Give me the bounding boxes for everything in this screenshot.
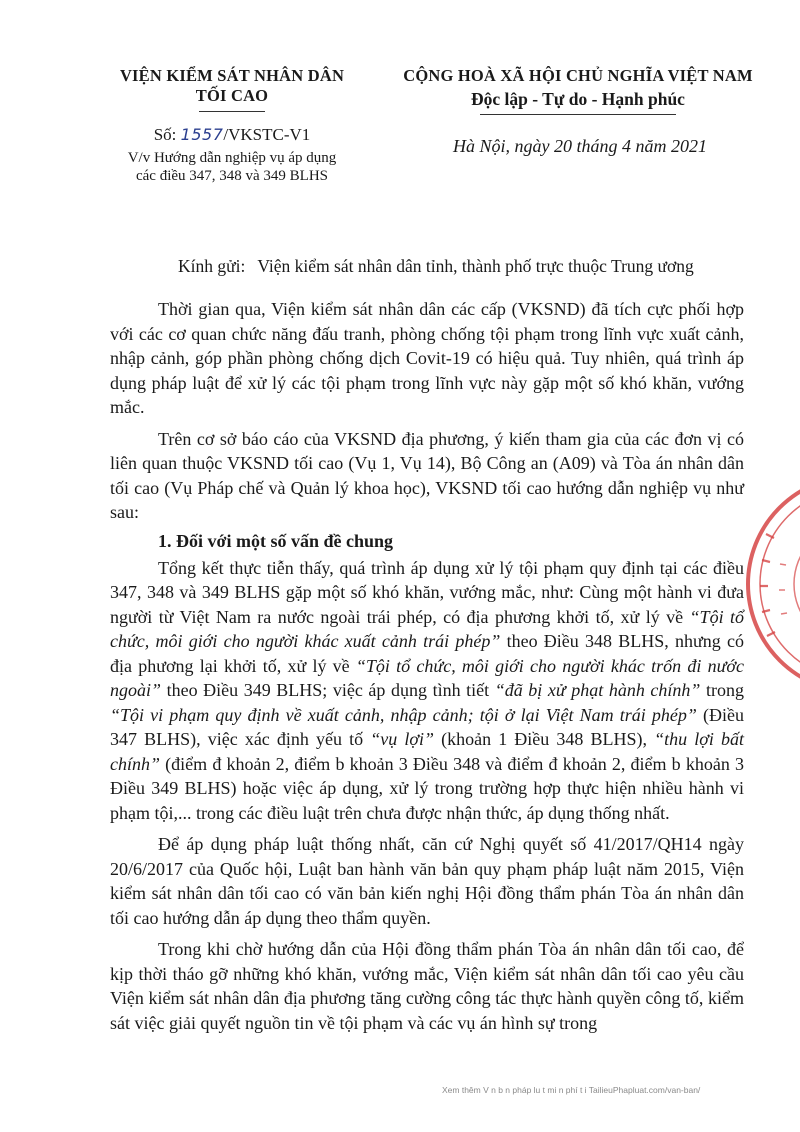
italic-run: “Tội tổ chức, môi giới cho người khác xuất cảnh trái phép” — [110, 606, 744, 651]
text-run: (khoản 1 Điều 348 BLHS), — [433, 729, 655, 749]
issuer-name-line1: VIỆN KIỂM SÁT NHÂN DÂN — [119, 66, 345, 85]
recipient-label: Kính gửi: — [178, 256, 246, 276]
document-number-suffix: /VKSTC-V1 — [223, 125, 311, 144]
seal-icon — [736, 464, 800, 704]
document-number-handwritten: 1557 — [180, 125, 224, 144]
issuer-underline — [199, 111, 265, 112]
text-run: (điểm đ khoản 2, điểm b khoản 3 Điều 348 và điểm đ khoản 2, điểm b khoản 3 Điều 349 BLHS) hoặc việc áp dụng, xử lý trong trường hợp thực hiện nhiều hành vi phạm tội,... trong các điều luật trên chưa được nhận thức, áp dụng thống nhất. — [110, 753, 744, 823]
paragraph-basis: Trên cơ sở báo cáo của VKSND địa phương, ý kiến tham gia của các đơn vị có liên quan thuộc VKSND tối cao (Vụ 1, Vụ 14), Bộ Công an (A09) và Tòa án nhân dân tối cao (Vụ Pháp chế và Quản lý khoa học), VKSND tối cao hướng dẫn nghiệp vụ như sau: — [110, 428, 744, 522]
text-run: Tổng kết thực tiễn thấy, quá trình áp dụng xử lý tội phạm quy định tại các điều 347, 348 và 349 BLHS gặp một số khó khăn, vướng mắc, như: Cùng một hành vi đưa người từ Việt Nam ra nước ngoài trái phép, có địa phương khởi tố, xử lý về — [110, 557, 744, 627]
recipient-value: Viện kiểm sát nhân dân tỉnh, thành phố trực thuộc Trung ương — [257, 256, 694, 276]
recipient-line — [178, 255, 694, 277]
italic-run: “Tội tổ chức, môi giới cho người khác trốn đi nước ngoài” — [110, 655, 744, 700]
document-number-label: Số: — [153, 125, 177, 144]
issuer-block — [96, 66, 368, 185]
paragraph-request: Trong khi chờ hướng dẫn của Hội đồng thẩm phán Tòa án nhân dân tối cao, để kịp thời tháo gỡ những khó khăn, vướng mắc, Viện kiểm sát nhân dân tối cao yêu cầu Viện kiểm sát nhân dân địa phương tăng cường công tác thực hành quyền công tố, kiểm sát việc giải quyết nguồn tin về tội phạm và các vụ án hình sự trong — [110, 939, 744, 1033]
paragraph-intro: Thời gian qua, Viện kiểm sát nhân dân các cấp (VKSND) đã tích cực phối hợp với các cơ quan chức năng đấu tranh, phòng chống tội phạm trong lĩnh vực xuất cảnh, nhập cảnh, góp phần phòng chống dịch Covit-19 có hiệu quả. Tuy nhiên, quá trình áp dụng pháp luật để xử lý các tội phạm trong lĩnh vực này gặp một số khó khăn, vướng mắc. — [110, 299, 744, 417]
italic-run: “vụ lợi” — [370, 729, 434, 749]
subject-line1: V/v Hướng dẫn nghiệp vụ áp dụng — [127, 150, 337, 166]
italic-run: “thu lợi bất chính” — [110, 729, 744, 774]
text-run: (Điều 347 BLHS), việc xác định yếu tố — [110, 704, 745, 749]
footer-watermark: Xem thêm V n b n pháp lu t mi n phí t i TailieuPhapluat.com/van-ban/ — [442, 1085, 701, 1095]
motto-underline — [480, 114, 676, 115]
official-seal-fragment — [736, 464, 800, 704]
place-and-date: Hà Nội, ngày 20 tháng 4 năm 2021 — [453, 136, 707, 156]
text-run: theo Điều 348 BLHS, nhưng có địa phương lại khởi tố, xử lý về — [110, 631, 744, 676]
italic-run: “Tội vi phạm quy định về xuất cảnh, nhập cảnh; tội ở lại Việt Nam trái phép” — [110, 704, 697, 725]
text-run: trong — [700, 680, 744, 700]
text-run: theo Điều 349 BLHS; việc áp dụng tình tiết — [161, 680, 495, 700]
document-number — [96, 125, 368, 145]
section-heading-1: 1. Đối với một số vấn đề chung — [158, 530, 393, 551]
nation-title: CỘNG HOÀ XÃ HỘI CHỦ NGHĨA VIỆT NAM — [403, 66, 753, 85]
subject-line2: các điều 347, 348 và 349 BLHS — [135, 168, 329, 184]
paragraph-legal-basis: Để áp dụng pháp luật thống nhất, căn cứ Nghị quyết số 41/2017/QH14 ngày 20/6/2017 của Quốc hội, Luật ban hành văn bản quy phạm pháp luật năm 2015, Viện kiểm sát nhân dân tối cao có văn bản kiến nghị Hội đồng thẩm phán Tòa án nhân dân tối cao hướng dẫn áp dụng theo thẩm quyền. — [110, 834, 744, 928]
issuer-name-line2: TỐI CAO — [195, 86, 269, 105]
italic-run: “đã bị xử phạt hành chính” — [494, 680, 701, 700]
document-body — [110, 297, 744, 1042]
national-motto: Độc lập - Tự do - Hạnh phúc — [471, 89, 685, 109]
paragraph-practice-summary — [110, 556, 744, 826]
national-header — [392, 66, 764, 115]
